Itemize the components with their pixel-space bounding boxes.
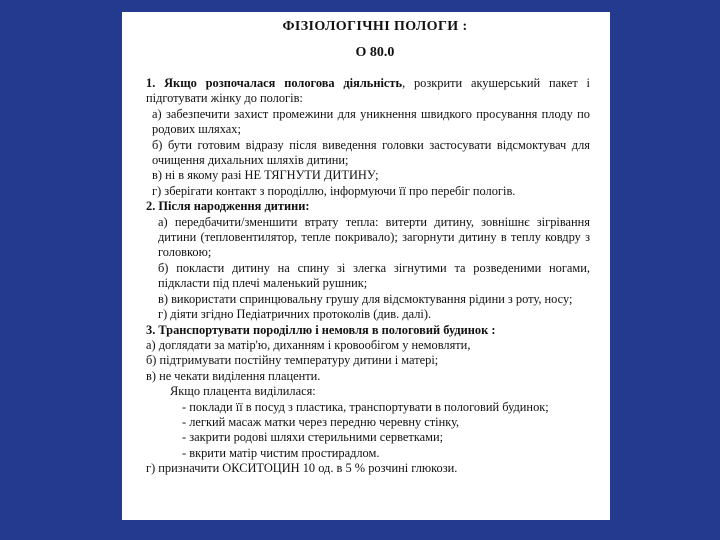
- section-2-item-a: а) передбачити/зменшити втрату тепла: витерти дитину, зовнішнє зігрівання дитини (тепловентилятор, тепле покривало); загорнути дитину в теплу ковдру з головкою;: [158, 214, 590, 260]
- section-2-item-c: в) використати спринцювальну грушу для відсмоктування рідини з роту, носу;: [158, 291, 573, 306]
- section-3-item-a: а) доглядати за матір'ю, диханням і кровообігом у немовляти,: [146, 337, 471, 352]
- document-body: [146, 76, 590, 477]
- section-3-placenta-step-2: - легкий масаж матки через передню черевну стінку,: [182, 414, 460, 429]
- section-1-title: 1. Якщо розпочалася пологова діяльність: [146, 76, 403, 90]
- document-title: ФІЗІОЛОГІЧНІ ПОЛОГИ :: [282, 19, 468, 34]
- section-2-item-b: б) покласти дитину на спину зі злегка зігнутими та розведеними ногами, підкласти під плечі маленький рушник;: [158, 260, 590, 291]
- section-3-placenta-step-1: - поклади її в посуд з пластика, транспортувати в пологовий будинок;: [182, 399, 549, 414]
- diagnosis-code: О 80.0: [355, 45, 395, 60]
- section-1-item-b: б) бути готовим відразу після виведення головки застосувати відсмоктувач для очищення дихальних шляхів дитини;: [152, 137, 590, 168]
- section-3-item-b: б) підтримувати постійну температуру дитини і матері;: [146, 353, 439, 368]
- section-3-item-c: в) не чекати виділення плаценти.: [146, 368, 321, 383]
- section-1-title-rest: , розкрити акушерський пакет і підготувати жінку до пологів:: [146, 76, 590, 106]
- section-2-item-d: г) діяти згідно Педіатричних протоколів (див. далі).: [158, 307, 432, 322]
- section-3-placenta-note: Якщо плацента виділилася:: [170, 384, 316, 399]
- section-1-item-d: г) зберігати контакт з породіллю, інформуючи її про перебіг пологів.: [152, 183, 516, 198]
- section-1-heading: [146, 76, 590, 107]
- document-page: [122, 12, 610, 520]
- section-3-placenta-step-3: - закрити родові шляхи стерильними серветками;: [182, 430, 444, 445]
- section-2-heading: 2. Після народження дитини:: [146, 199, 310, 214]
- section-3-heading: 3. Транспортувати породіллю і немовля в пологовий будинок :: [146, 322, 496, 337]
- section-1-item-c: в) ні в якому разі НЕ ТЯГНУТИ ДИТИНУ;: [152, 168, 379, 183]
- section-3-item-g: г) призначити ОКСИТОЦИН 10 од. в 5 % розчині глюкози.: [146, 461, 458, 476]
- section-3-placenta-step-4: - вкрити матір чистим простирадлом.: [182, 445, 380, 460]
- section-1-item-a: а) забезпечити захист промежини для уникнення швидкого просування плоду по родових шляхах;: [152, 106, 590, 137]
